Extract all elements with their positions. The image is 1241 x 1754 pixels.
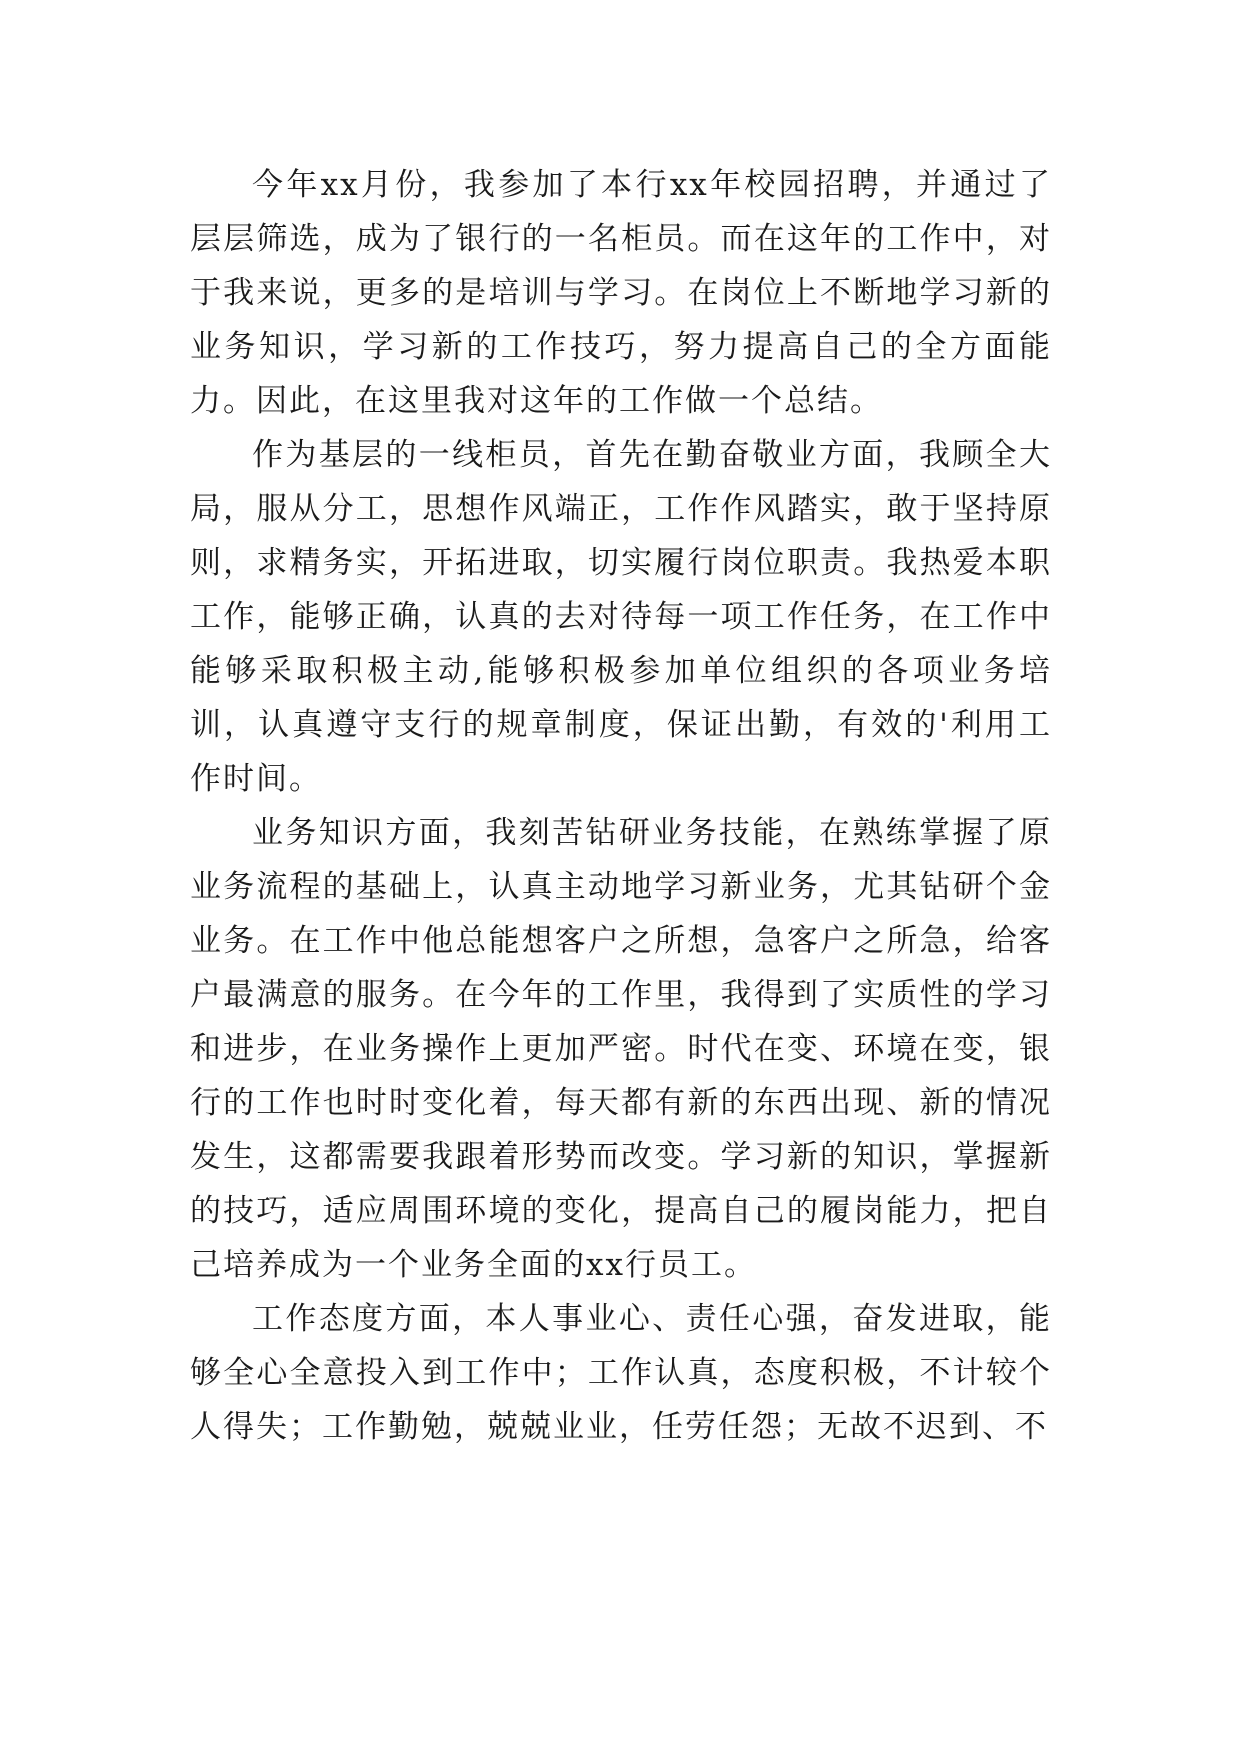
document-body — [190, 158, 1052, 1454]
paragraph-1: 今年xx月份，我参加了本行xx年校园招聘，并通过了层层筛选，成为了银行的一名柜员。而在这年的工作中，对于我来说，更多的是培训与学习。在岗位上不断地学习新的业务知识，学习新的工作技巧，努力提高自己的全方面能力。因此，在这里我对这年的工作做一个总结。 — [190, 167, 1052, 419]
paragraph-4: 工作态度方面，本人事业心、责任心强，奋发进取，能够全心全意投入到工作中；工作认真，态度积极，不计较个人得失；工作勤勉，兢兢业业，任劳任怨；无故不迟到、不 — [190, 1301, 1052, 1445]
paragraph-3: 业务知识方面，我刻苦钻研业务技能，在熟练掌握了原业务流程的基础上，认真主动地学习新业务，尤其钻研个金业务。在工作中他总能想客户之所想，急客户之所急，给客户最满意的服务。在今年的工作里，我得到了实质性的学习和进步，在业务操作上更加严密。时代在变、环境在变，银行的工作也时时变化着，每天都有新的东西出现、新的情况发生，这都需要我跟着形势而改变。学习新的知识，掌握新的技巧，适应周围环境的变化，提高自己的履岗能力，把自己培养成为一个业务全面的xx行员工。 — [190, 815, 1052, 1283]
paragraph-2: 作为基层的一线柜员，首先在勤奋敬业方面，我顾全大局，服从分工，思想作风端正，工作作风踏实，敢于坚持原则，求精务实，开拓进取，切实履行岗位职责。我热爱本职工作，能够正确，认真的去对待每一项工作任务，在工作中能够采取积极主动,能够积极参加单位组织的各项业务培训，认真遵守支行的规章制度，保证出勤，有效的'利用工作时间。 — [190, 437, 1052, 797]
